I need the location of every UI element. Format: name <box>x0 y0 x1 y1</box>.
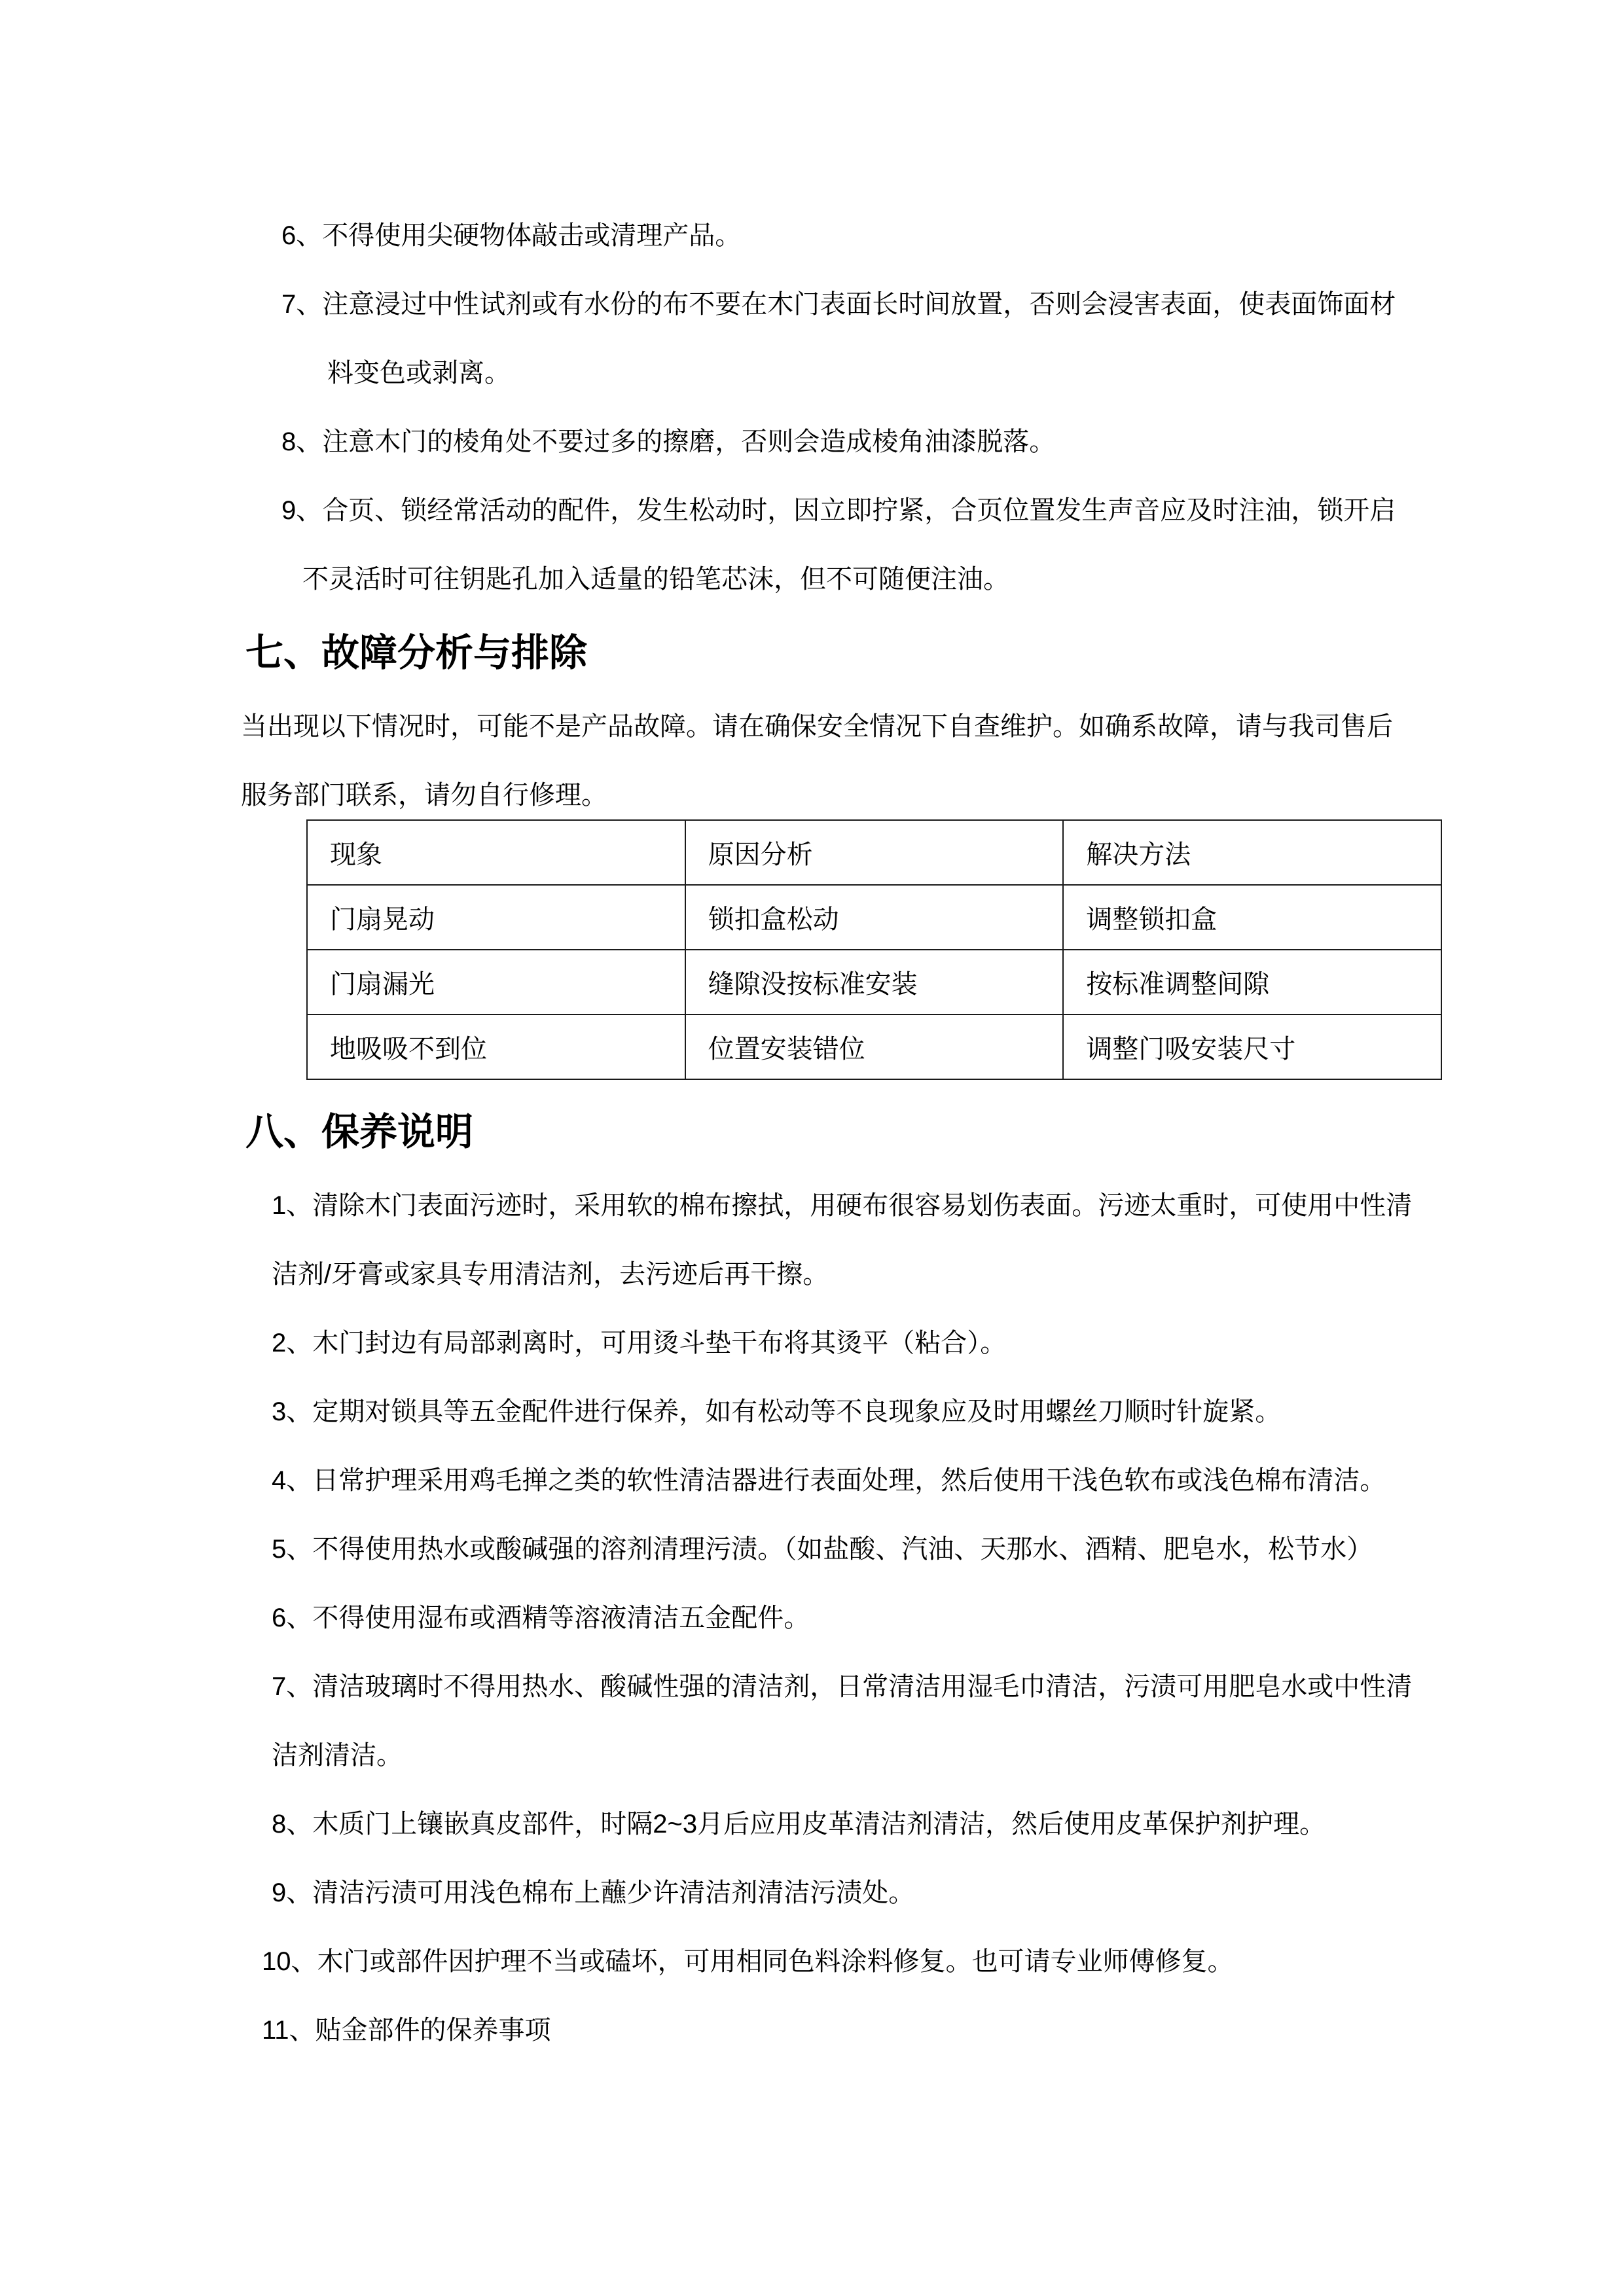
text-line: 8、注意木门的棱角处不要过多的擦磨，否则会造成棱角油漆脱落。 <box>281 427 1056 456</box>
maintenance-instructions-list <box>0 1172 1624 2065</box>
fault-analysis-table <box>306 819 1442 1080</box>
table-cell: 缝隙没按标准安装 <box>685 950 1064 1014</box>
text-line: 料变色或剥离。 <box>327 359 511 387</box>
text-line: 6、不得使用湿布或酒精等溶液清洁五金配件。 <box>272 1604 810 1632</box>
text-line: 11、贴金部件的保养事项 <box>262 2016 551 2045</box>
text-line: 10、木门或部件因护理不当或磕坏，可用相同色料涂料修复。也可请专业师傅修复。 <box>262 1947 1234 1976</box>
text-line: 1、清除木门表面污迹时，采用软的棉布擦拭，用硬布很容易划伤表面。污迹太重时，可使用中性清 <box>272 1191 1413 1220</box>
text-line: 4、日常护理采用鸡毛掸之类的软性清洁器进行表面处理，然后使用干浅色软布或浅色棉布清洁。 <box>272 1466 1386 1495</box>
fault-table-body <box>307 820 1441 1079</box>
table-row <box>307 1014 1441 1079</box>
table-cell: 锁扣盒松动 <box>685 885 1064 950</box>
table-cell: 按标准调整间隙 <box>1063 950 1441 1014</box>
table-header-cell: 现象 <box>307 820 685 885</box>
table-cell: 地吸吸不到位 <box>307 1014 685 1079</box>
table-header-cell: 解决方法 <box>1063 820 1441 885</box>
section-fault-heading: 七、故障分析与排除 <box>245 632 588 674</box>
text-line: 8、木质门上镶嵌真皮部件，时隔2~3月后应用皮革清洁剂清洁，然后使用皮革保护剂护理。 <box>272 1810 1326 1839</box>
care-instructions-list <box>0 202 1624 614</box>
text-line: 当出现以下情况时，可能不是产品故障。请在确保安全情况下自查维护。如确系故障，请与我司售后 <box>241 712 1393 741</box>
fault-intro-paragraph <box>0 692 1624 830</box>
text-line: 6、不得使用尖硬物体敲击或清理产品。 <box>281 221 742 250</box>
section-maintenance-heading: 八、保养说明 <box>245 1111 474 1153</box>
document-content <box>0 202 1624 2065</box>
text-line: 7、清洁玻璃时不得用热水、酸碱性强的清洁剂，日常清洁用湿毛巾清洁，污渍可用肥皂水或中性清 <box>272 1672 1413 1701</box>
table-row <box>307 885 1441 950</box>
text-line: 7、注意浸过中性试剂或有水份的布不要在木门表面长时间放置，否则会浸害表面，使表面饰面材 <box>281 290 1396 319</box>
text-line: 不灵活时可往钥匙孔加入适量的铅笔芯沫，但不可随便注油。 <box>302 565 1009 594</box>
table-cell: 门扇漏光 <box>307 950 685 1014</box>
table-cell: 门扇晃动 <box>307 885 685 950</box>
text-line: 5、不得使用热水或酸碱强的溶剂清理污渍。（如盐酸、汽油、天那水、酒精、肥皂水，松节水） <box>272 1535 1373 1564</box>
table-header-cell: 原因分析 <box>685 820 1064 885</box>
text-line: 洁剂清洁。 <box>272 1741 403 1770</box>
table-row <box>307 950 1441 1014</box>
text-line: 3、定期对锁具等五金配件进行保养，如有松动等不良现象应及时用螺丝刀顺时针旋紧。 <box>272 1397 1282 1426</box>
table-cell: 调整锁扣盒 <box>1063 885 1441 950</box>
table-cell: 调整门吸安装尺寸 <box>1063 1014 1441 1079</box>
text-line: 2、木门封边有局部剥离时，可用烫斗垫干布将其烫平（粘合）。 <box>272 1329 1007 1357</box>
text-line: 服务部门联系，请勿自行修理。 <box>241 781 607 810</box>
table-cell: 位置安装错位 <box>685 1014 1064 1079</box>
text-line: 9、合页、锁经常活动的配件，发生松动时，因立即拧紧，合页位置发生声音应及时注油，锁开启 <box>281 496 1396 525</box>
text-line: 洁剂/牙膏或家具专用清洁剂，去污迹后再干擦。 <box>272 1260 829 1289</box>
text-line: 9、清洁污渍可用浅色棉布上蘸少许清洁剂清洁污渍处。 <box>272 1878 915 1907</box>
